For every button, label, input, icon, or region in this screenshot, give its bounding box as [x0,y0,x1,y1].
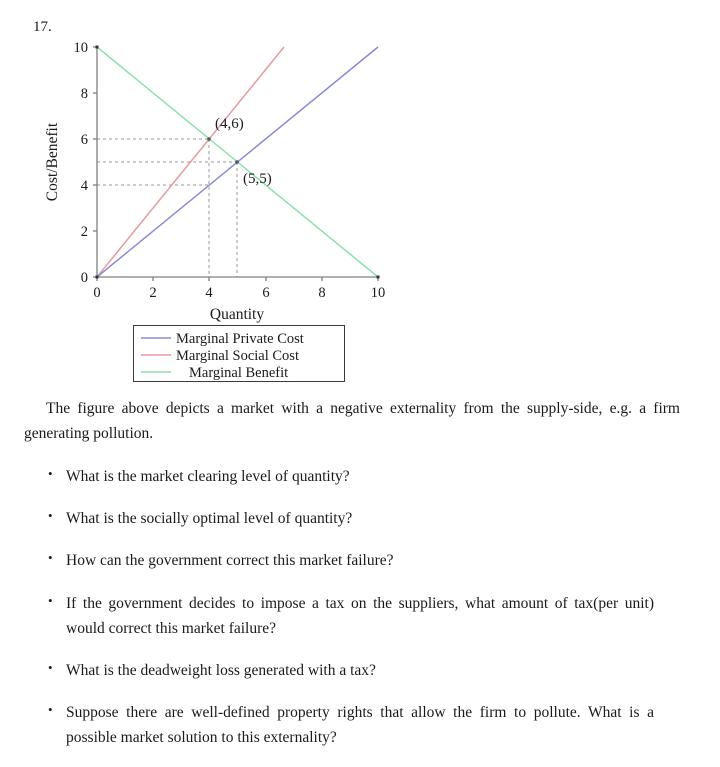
x-tick-label-6: 6 [262,285,270,301]
x-tick-labels [93,285,385,301]
legend-label-marginal-social-cost: Marginal Social Cost [176,348,299,364]
x-tick-label-0: 0 [93,285,101,301]
x-tick-label-4: 4 [205,285,213,301]
question-item: • What is the socially optimal level of quantity? [66,506,654,531]
y-axis-label: Cost/Benefit [44,122,61,202]
question-item: • What is the market clearing level of quantity? [66,464,654,489]
annotation-label-4-6: (4,6) [215,116,244,132]
y-tick-label-0: 0 [80,270,88,286]
x-tick-label-8: 8 [318,285,326,301]
point-5-5 [235,160,239,164]
question-item: • Suppose there are well-defined property rights that allow the firm to pollute. What is a possible market solution to this externality? [66,700,654,750]
annotation-label-5-5: (5,5) [243,171,272,187]
question-item: • If the government decides to impose a tax on the suppliers, what amount of tax(per unit) would correct this market failure? [66,591,654,641]
x-tick-label-10: 10 [370,285,386,301]
endpoint-marker-top-left [96,46,99,49]
y-tick-label-8: 8 [80,86,88,102]
legend-label-marginal-benefit: Marginal Benefit [189,365,289,381]
problem-number: 17. [33,19,52,35]
y-tick-label-10: 10 [73,40,88,56]
y-tick-label-6: 6 [80,132,88,148]
x-axis-label: Quantity [209,306,265,323]
series-line-marginal-social-cost [97,47,284,277]
endpoint-marker-bottom-right [377,276,380,279]
intro-paragraph: The figure above depicts a market with a negative externality from the supply-side, e.g. a firm generating pollution. [24,400,680,443]
point-4-6 [207,137,211,141]
y-tick-label-4: 4 [80,178,88,194]
legend-label-marginal-private-cost: Marginal Private Cost [176,331,304,347]
question-item: • What is the deadweight loss generated with a tax? [66,658,654,683]
prose-section [0,396,720,767]
y-tick-label-2: 2 [80,224,88,240]
chart-legend [134,326,345,382]
guide-lines [97,139,237,277]
question-list [0,464,720,750]
y-tick-labels [74,40,89,286]
endpoint-marker-origin [96,276,99,279]
x-tick-label-2: 2 [149,285,157,301]
question-item: • How can the government correct this market failure? [66,548,654,573]
